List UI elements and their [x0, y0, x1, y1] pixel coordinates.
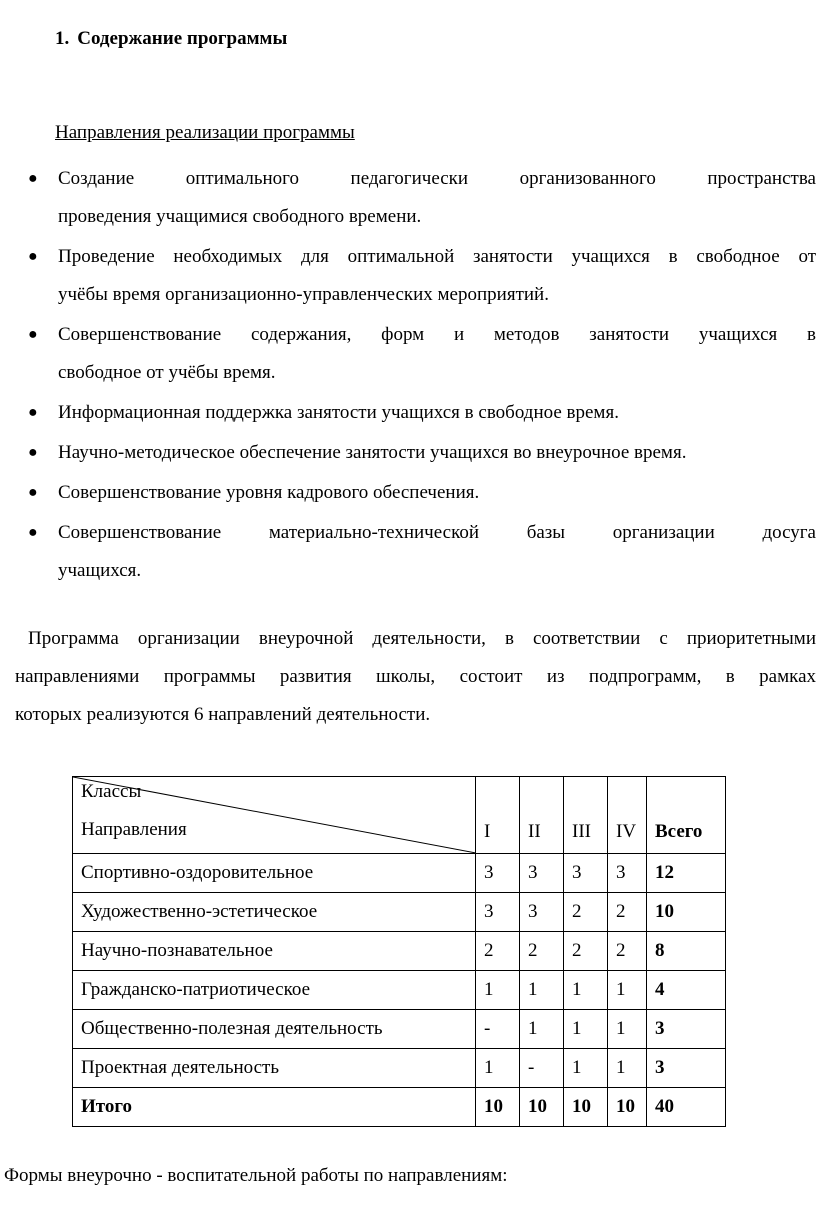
section-number: 1. [55, 28, 70, 49]
column-header-total: Всего [647, 777, 726, 854]
section-heading [55, 28, 287, 50]
list-item-line: учёбы время организационно-управленческих мероприятий. [58, 284, 549, 305]
list-item [28, 316, 816, 392]
cell-total: 12 [647, 854, 726, 893]
cell-value: 3 [476, 854, 520, 893]
table-row [73, 893, 726, 932]
column-header: III [564, 777, 608, 854]
cell-value: 10 [564, 1088, 608, 1127]
cell-value: 3 [608, 854, 647, 893]
cell-total: 3 [647, 1049, 726, 1088]
cell-value: 3 [476, 893, 520, 932]
cell-value: 1 [564, 1049, 608, 1088]
cell-total: 8 [647, 932, 726, 971]
cell-value: 1 [520, 1010, 564, 1049]
bullet-icon: ● [28, 524, 38, 541]
program-paragraph [15, 620, 816, 734]
table-row [73, 932, 726, 971]
cell-total: 3 [647, 1010, 726, 1049]
cell-value: 2 [564, 893, 608, 932]
list-item-line: Научно-методическое обеспечение занятости учащихся во внеурочное время. [58, 442, 687, 463]
cell-value: 1 [476, 1049, 520, 1088]
cell-value: 10 [520, 1088, 564, 1127]
column-header: IV [608, 777, 647, 854]
bullet-icon: ● [28, 484, 38, 501]
paragraph-line: которых реализуются 6 направлений деятельности. [15, 704, 431, 725]
list-item-line: Совершенствование материально-технической базы организации досуга [58, 522, 816, 543]
list-item [28, 238, 816, 314]
table-header-row [73, 777, 726, 854]
row-direction: Проектная деятельность [73, 1049, 476, 1088]
bullet-icon: ● [28, 404, 38, 421]
row-direction: Общественно-полезная деятельность [73, 1010, 476, 1049]
list-item [28, 474, 816, 512]
bullet-icon: ● [28, 248, 38, 265]
subheading: Направления реализации программы [55, 122, 355, 143]
cell-value: - [476, 1010, 520, 1049]
header-classes-label: Классы [81, 781, 142, 802]
cell-value: 3 [520, 893, 564, 932]
cell-value: 2 [476, 932, 520, 971]
header-directions-label: Направления [81, 819, 187, 840]
list-item-line: свободное от учёбы время. [58, 362, 276, 383]
cell-value: 2 [608, 893, 647, 932]
list-item-line: проведения учащимися свободного времени. [58, 206, 422, 227]
cell-value: 1 [608, 971, 647, 1010]
cell-total: 10 [647, 893, 726, 932]
row-direction: Художественно-эстетическое [73, 893, 476, 932]
column-header: II [520, 777, 564, 854]
total-row-label: Итого [73, 1088, 476, 1127]
cell-value: 10 [476, 1088, 520, 1127]
list-item-line: Совершенствование содержания, форм и методов занятости учащихся в [58, 324, 816, 345]
cell-total: 40 [647, 1088, 726, 1127]
cell-value: 1 [520, 971, 564, 1010]
cell-value: - [520, 1049, 564, 1088]
table-row [73, 854, 726, 893]
cell-value: 1 [564, 971, 608, 1010]
cell-value: 2 [608, 932, 647, 971]
row-direction: Спортивно-оздоровительное [73, 854, 476, 893]
cell-value: 1 [476, 971, 520, 1010]
directions-table [72, 776, 726, 1127]
cell-value: 2 [564, 932, 608, 971]
list-item-line: учащихся. [58, 560, 142, 581]
list-item [28, 514, 816, 590]
list-item-line: Проведение необходимых для оптимальной занятости учащихся в свободное от [58, 246, 816, 267]
list-item [28, 394, 816, 432]
cell-total: 4 [647, 971, 726, 1010]
bullet-icon: ● [28, 444, 38, 461]
table-row [73, 1010, 726, 1049]
table-total-row [73, 1088, 726, 1127]
cell-value: 2 [520, 932, 564, 971]
cell-value: 10 [608, 1088, 647, 1127]
paragraph-line: Программа организации внеурочной деятельности, в соответствии с приоритетными [28, 628, 816, 649]
row-direction: Научно-познавательное [73, 932, 476, 971]
bullet-icon: ● [28, 170, 38, 187]
footer-text: Формы внеурочно - воспитательной работы по направлениям: [4, 1165, 508, 1186]
cell-value: 3 [564, 854, 608, 893]
cell-value: 1 [608, 1010, 647, 1049]
cell-value: 3 [520, 854, 564, 893]
directions-list [28, 160, 816, 592]
cell-value: 1 [564, 1010, 608, 1049]
list-item [28, 434, 816, 472]
row-direction: Гражданско-патриотическое [73, 971, 476, 1010]
table-row [73, 971, 726, 1010]
table-row [73, 1049, 726, 1088]
column-header: I [476, 777, 520, 854]
list-item-line: Совершенствование уровня кадрового обеспечения. [58, 482, 480, 503]
list-item-line: Создание оптимального педагогически организованного пространства [58, 168, 816, 189]
diagonal-header-cell [73, 777, 476, 854]
bullet-icon: ● [28, 326, 38, 343]
cell-value: 1 [608, 1049, 647, 1088]
section-title: Содержание программы [77, 28, 288, 49]
paragraph-line: направлениями программы развития школы, состоит из подпрограмм, в рамках [15, 666, 816, 687]
list-item [28, 160, 816, 236]
list-item-line: Информационная поддержка занятости учащихся в свободное время. [58, 402, 619, 423]
